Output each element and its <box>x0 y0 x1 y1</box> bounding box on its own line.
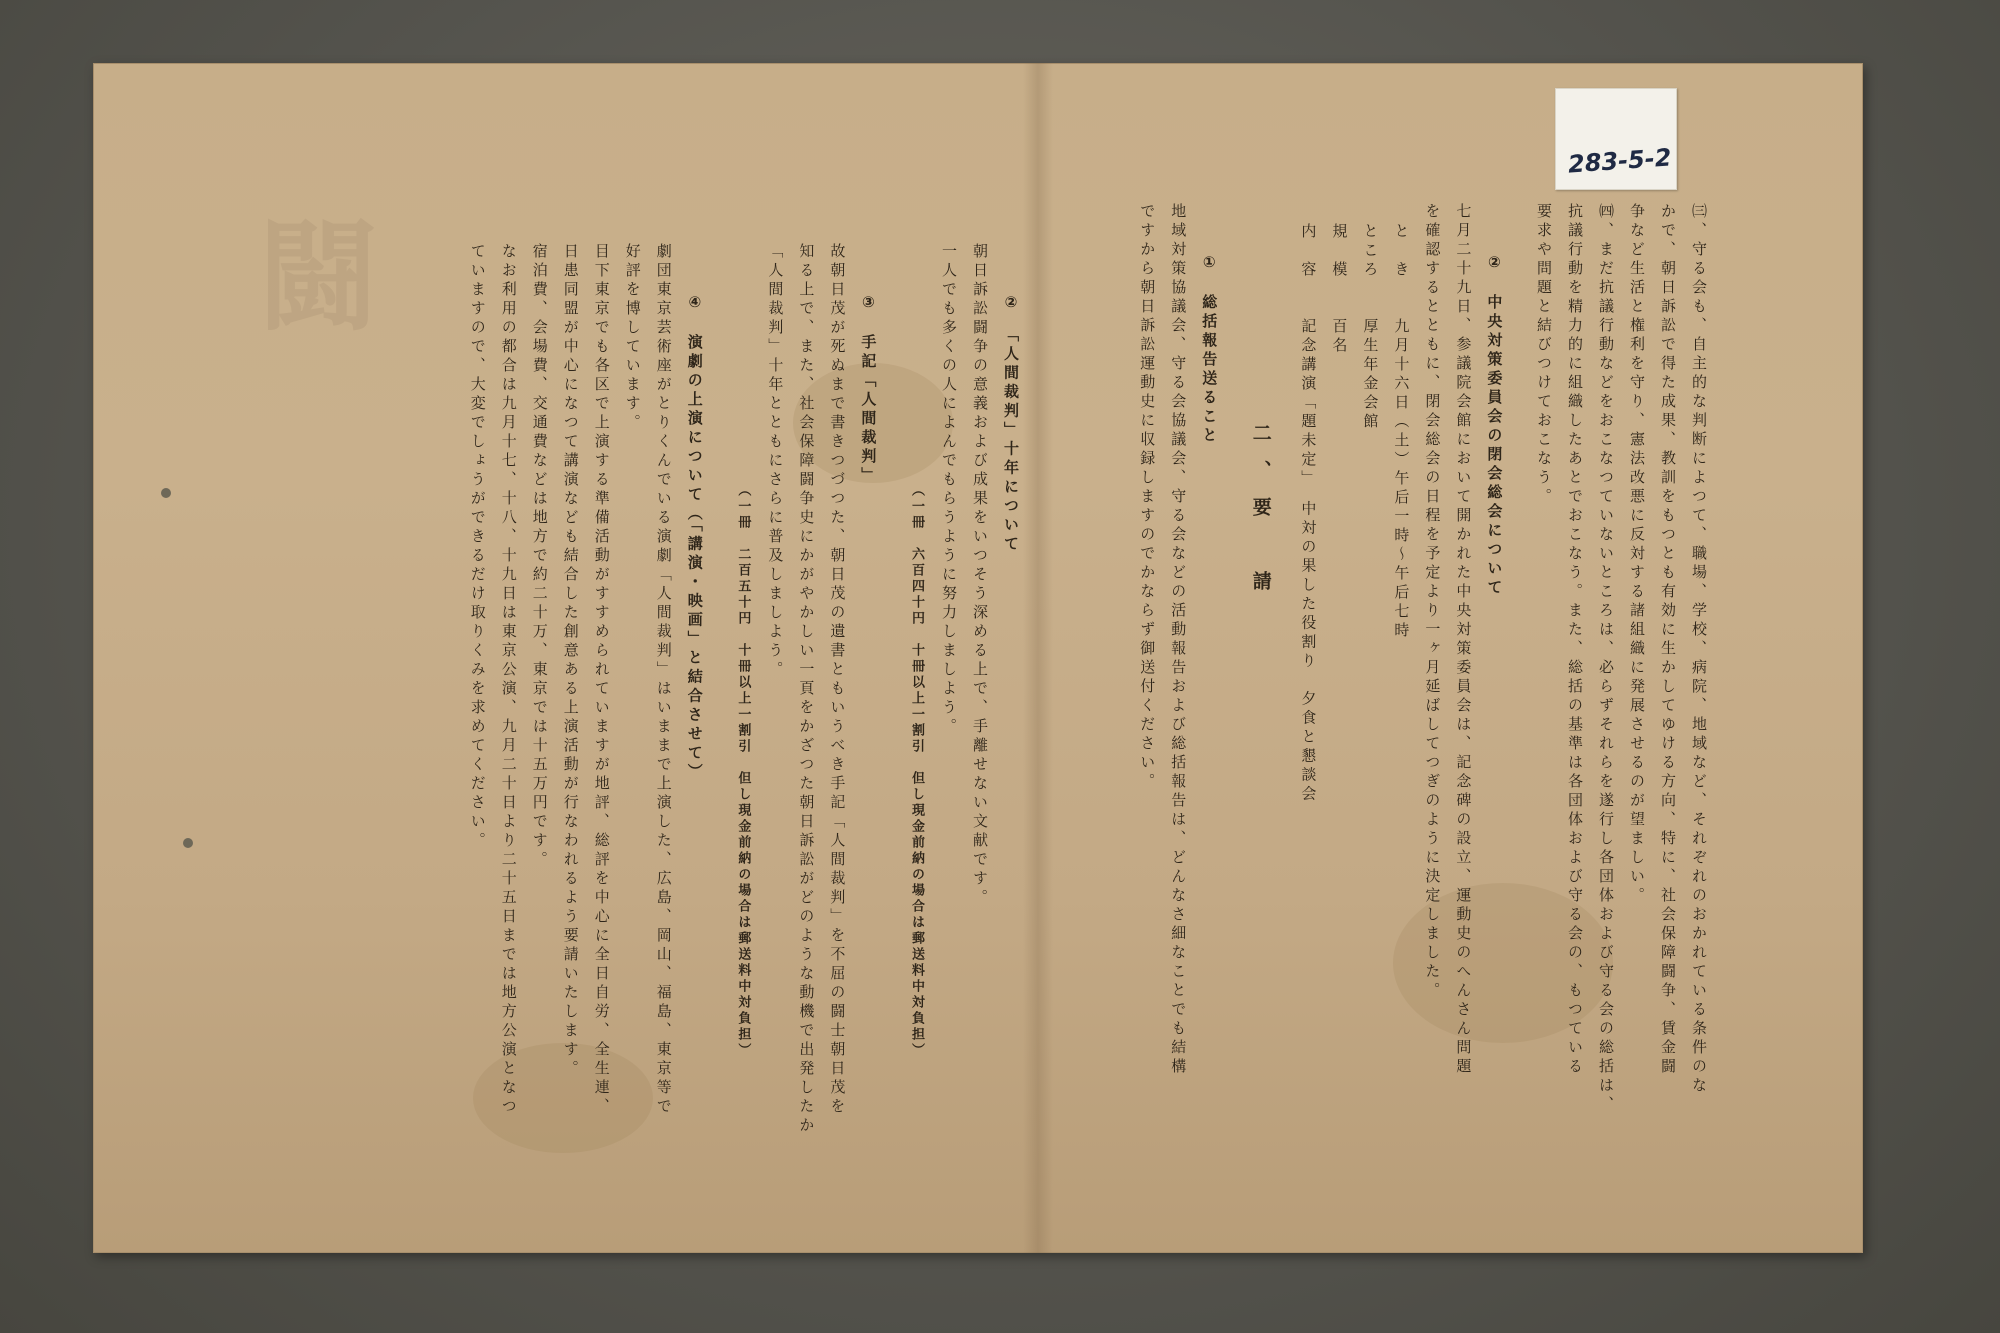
subsection-heading: ② 「人間裁判」十年について <box>1002 293 1020 555</box>
archive-label <box>1555 88 1677 190</box>
text-line: 日患同盟が中心になつて講演なども結合した創意ある上演活動が行なわれるよう要請いたします。 <box>561 243 580 1079</box>
text-line: ですから朝日訴訟運動史に収録しますのでかならず御送付ください。 <box>1138 203 1157 792</box>
text-line: 目下東京でも各区で上演する準備活動がすすめられていますが地評、総評を中心に全日自労、全生連、 <box>592 243 611 1117</box>
subsection-heading: ④ 演劇の上演について（「講演・映画」と結合させて） <box>685 293 704 783</box>
text-line: ㈢、守る会も、自主的な判断によつて、職場、学校、病院、地域など、それぞれのおかれている条件のな <box>1690 203 1708 1096</box>
bleed-through-print: 闘 <box>238 213 377 333</box>
text-columns <box>93 63 1863 1253</box>
text-line: ㈣、まだ抗議行動などをおこなつていないところは、必らずそれらを遂行し各団体および守る会の総括は、 <box>1597 203 1615 1115</box>
text-line: 好評を博しています。 <box>623 243 642 433</box>
document-sheet <box>93 63 1863 1253</box>
text-line: （一冊 六百四十円 十冊以上一割引 但し現金前納の場合は郵送料中対負担） <box>909 483 924 1059</box>
text-line: 劇団東京芸術座がとりくんでいる演劇「人間裁判」はいままで上演した、広島、岡山、福島、東京等で <box>654 243 673 1117</box>
text-line: 要求や問題と結びつけておこなう。 <box>1535 203 1553 507</box>
text-line: なお利用の都合は九月十七、十八、十九日は東京公演、九月二十日より二十五日までは地方公演となつ <box>499 243 518 1117</box>
text-line: ところ 厚生年金会館 <box>1361 223 1380 432</box>
archive-label-text: 283-5-2 <box>1567 143 1673 179</box>
text-line: 争など生活と権利を守り、憲法改悪に反対する諸組織に発展させるのが望ましい。 <box>1628 203 1646 906</box>
text-line: かで、朝日訴訟で得た成果、教訓をもつとも有効に生かしてゆける方向、特に、社会保障闘争、賃金闘 <box>1659 203 1677 1077</box>
text-line: 七月二十九日、参議院会館において開かれた中央対策委員会は、記念碑の設立、運動史のへんさん問題 <box>1454 203 1473 1077</box>
section-heading: 二、要 請 <box>1249 423 1272 608</box>
text-line: 内 容 記念講演「題未定」 中対の果した役割り 夕食と懇談会 <box>1299 223 1318 805</box>
text-line: 宿泊費、会場費、交通費などは地方で約二十万、東京では十五万円です。 <box>530 243 549 870</box>
text-line: （一冊 二百五十円 十冊以上一割引 但し現金前納の場合は郵送料中対負担） <box>735 483 751 1059</box>
text-line: 朝日訴訟闘争の意義および成果をいつそう深める上で、手離せない文献です。 <box>971 243 989 908</box>
text-line: 「人間裁判」十年とともにさらに普及しましよう。 <box>766 243 785 680</box>
text-line: 一人でも多くの人によんでもらうように努力しましよう。 <box>940 243 958 737</box>
subsection-heading: ① 総括報告送ること <box>1200 253 1219 446</box>
text-line: と き 九月十六日（土）午后一時～午后七時 <box>1392 223 1411 641</box>
text-line: 抗議行動を精力的に組織したあとでおこなう。また、総括の基準は各団体および守る会の、もつている <box>1566 203 1584 1077</box>
text-line: を確認するとともに、閉会総会の日程を予定より一ヶ月延ばしてつぎのように決定しました。 <box>1423 203 1442 1001</box>
text-line: 規 模 百名 <box>1330 223 1349 356</box>
subsection-heading: ② 中央対策委員会の閉会総会について <box>1485 253 1504 598</box>
subsection-heading: ③ 手記「人間裁判」 <box>859 293 878 486</box>
text-line: 故朝日茂が死ぬまで書きつづつた、朝日茂の遺書ともいうべき手記「人間裁判」を不屈の闘士朝日茂を <box>828 243 847 1117</box>
text-line: 知る上で、また、社会保障闘争史にかがやかしい一頁をかざつた朝日訴訟がどのような動機で出発したか <box>797 243 816 1136</box>
text-line: ていますので、大変でしょうができるだけ取りくみを求めてください。 <box>468 243 487 851</box>
text-line: 地域対策協議会、守る会協議会、守る会などの活動報告および総括報告は、どんなさ細なことでも結構 <box>1169 203 1188 1077</box>
